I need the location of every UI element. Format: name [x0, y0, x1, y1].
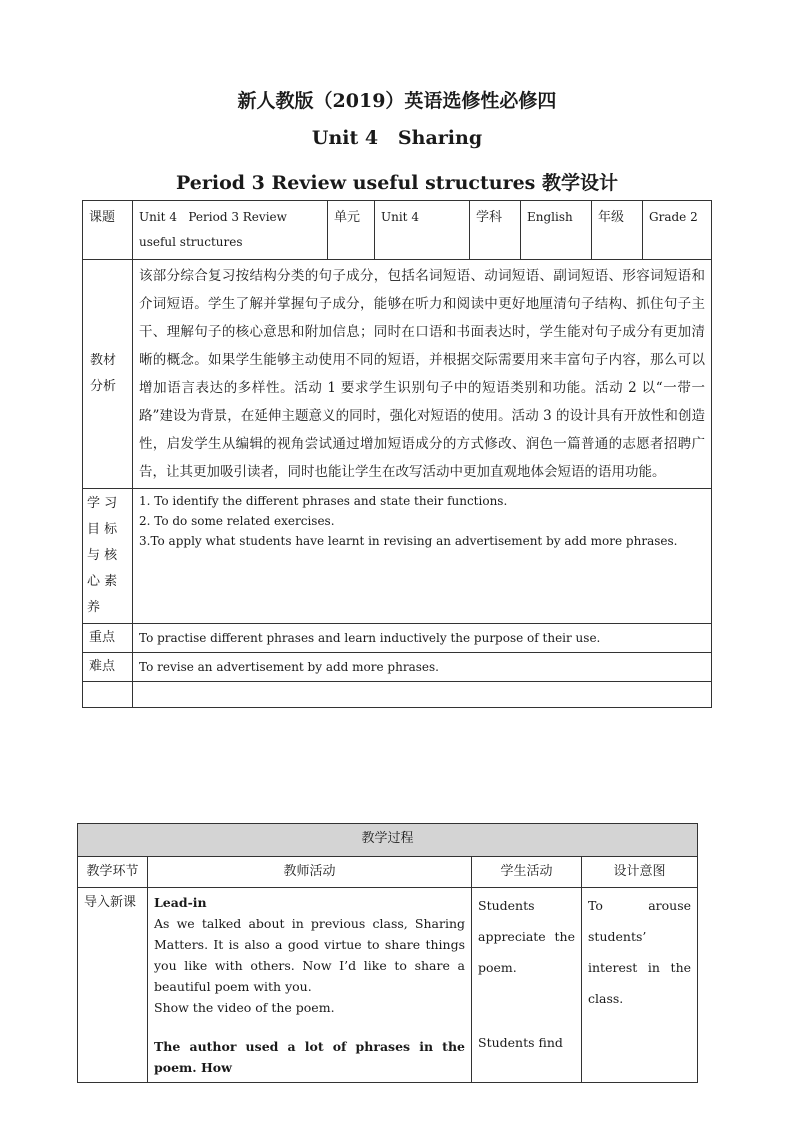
info-row-difficult-point	[83, 653, 712, 682]
label-grade: 年级	[592, 201, 643, 260]
teacher-paragraph: As we talked about in previous class, Sharing Matters. It is also a good virtue to share things you like with others. Now I’d like to share a beautiful poem with you.	[154, 916, 465, 994]
goal-label-line: 目 标	[87, 522, 118, 537]
lesson-info-table	[82, 200, 712, 708]
label-analysis: 教材分析	[83, 260, 133, 489]
period-title: Period 3 Review useful structures 教学设计	[176, 172, 618, 194]
col-header-purpose: 设计意图	[582, 857, 698, 888]
label-goals	[83, 489, 133, 624]
difficult-point-text: To revise an advertisement by add more phrases.	[133, 653, 712, 682]
process-title: 教学过程	[78, 824, 698, 857]
unit-value: Unit 4	[375, 201, 470, 260]
label-topic: 课题	[83, 201, 133, 260]
student-activity-text: Students find	[478, 1035, 563, 1050]
col-header-student: 学生活动	[472, 857, 582, 888]
goal-item: 1. To identify the different phrases and state their functions.	[139, 494, 508, 508]
col-header-teacher: 教师活动	[148, 857, 472, 888]
analysis-text: 该部分综合复习按结构分类的句子成分，包括名词短语、动词短语、副词短语、形容词短语和介词短语。学生了解并掌握句子成分，能够在听力和阅读中更好地厘清句子结构、抓住句子主干、理解句子的核心意思和附加信息；同时在口语和书面表达时，学生能对句子成分有更加清晰的概念。如果学生能够主动使用不同的短语，并根据交际需要用来丰富句子内容，那么可以增加语言表达的多样性。活动 1 要求学生识别句子中的短语类别和功能。活动 2 以“一带一路”建设为背景，在延伸主题意义的同时，强化对短语的使用。活动 3 的设计具有开放性和创造性，启发学生从编辑的视角尝试通过增加短语成分的方式修改、润色一篇普通的志愿者招聘广告，让其更加吸引读者，同时也能让学生在改写活动中更加直观地体会短语的语用功能。	[133, 260, 712, 489]
label-unit: 单元	[328, 201, 375, 260]
goal-label-line: 心 素	[87, 574, 118, 589]
teacher-question: The author used a lot of phrases in the poem. How	[154, 1039, 465, 1075]
process-header-row	[78, 857, 698, 888]
info-row-goals	[83, 489, 712, 624]
goal-item: 3.To apply what students have learnt in revising an advertisement by add more phrases.	[139, 534, 678, 548]
student-activity-text: Students appreciate the poem.	[478, 898, 575, 975]
goal-label-line: 与 核	[87, 548, 118, 563]
teacher-paragraph: Show the video of the poem.	[154, 1000, 335, 1015]
info-row-key-point	[83, 624, 712, 653]
process-title-row	[78, 824, 698, 857]
teaching-process-table	[77, 823, 698, 1083]
purpose-cell: To arouse students’ interest in the class.	[582, 888, 698, 1083]
process-row-leadin	[78, 888, 698, 1083]
goal-item: 2. To do some related exercises.	[139, 514, 335, 528]
key-point-text: To practise different phrases and learn inductively the purpose of their use.	[133, 624, 712, 653]
info-row-empty	[83, 682, 712, 708]
subject-value: English	[521, 201, 592, 260]
info-row-basic	[83, 201, 712, 260]
teacher-activity-cell	[148, 888, 472, 1083]
goals-list	[133, 489, 712, 624]
grade-value: Grade 2	[643, 201, 712, 260]
unit-title: Unit 4 Sharing	[311, 127, 483, 149]
col-header-stage: 教学环节	[78, 857, 148, 888]
teacher-heading: Lead-in	[154, 895, 207, 910]
student-activity-cell	[472, 888, 582, 1083]
label-difficult-point: 难点	[83, 653, 133, 682]
empty-cell	[83, 682, 133, 708]
topic-value: Unit 4 Period 3 Review useful structures	[133, 201, 328, 260]
document-title: 新人教版（2019）英语选修性必修四	[237, 90, 557, 112]
label-key-point: 重点	[83, 624, 133, 653]
goal-label-line: 养	[87, 600, 101, 615]
empty-cell	[133, 682, 712, 708]
label-subject: 学科	[470, 201, 521, 260]
goal-label-line: 学 习	[87, 496, 118, 511]
info-row-analysis	[83, 260, 712, 489]
stage-cell: 导入新课	[78, 888, 148, 1083]
